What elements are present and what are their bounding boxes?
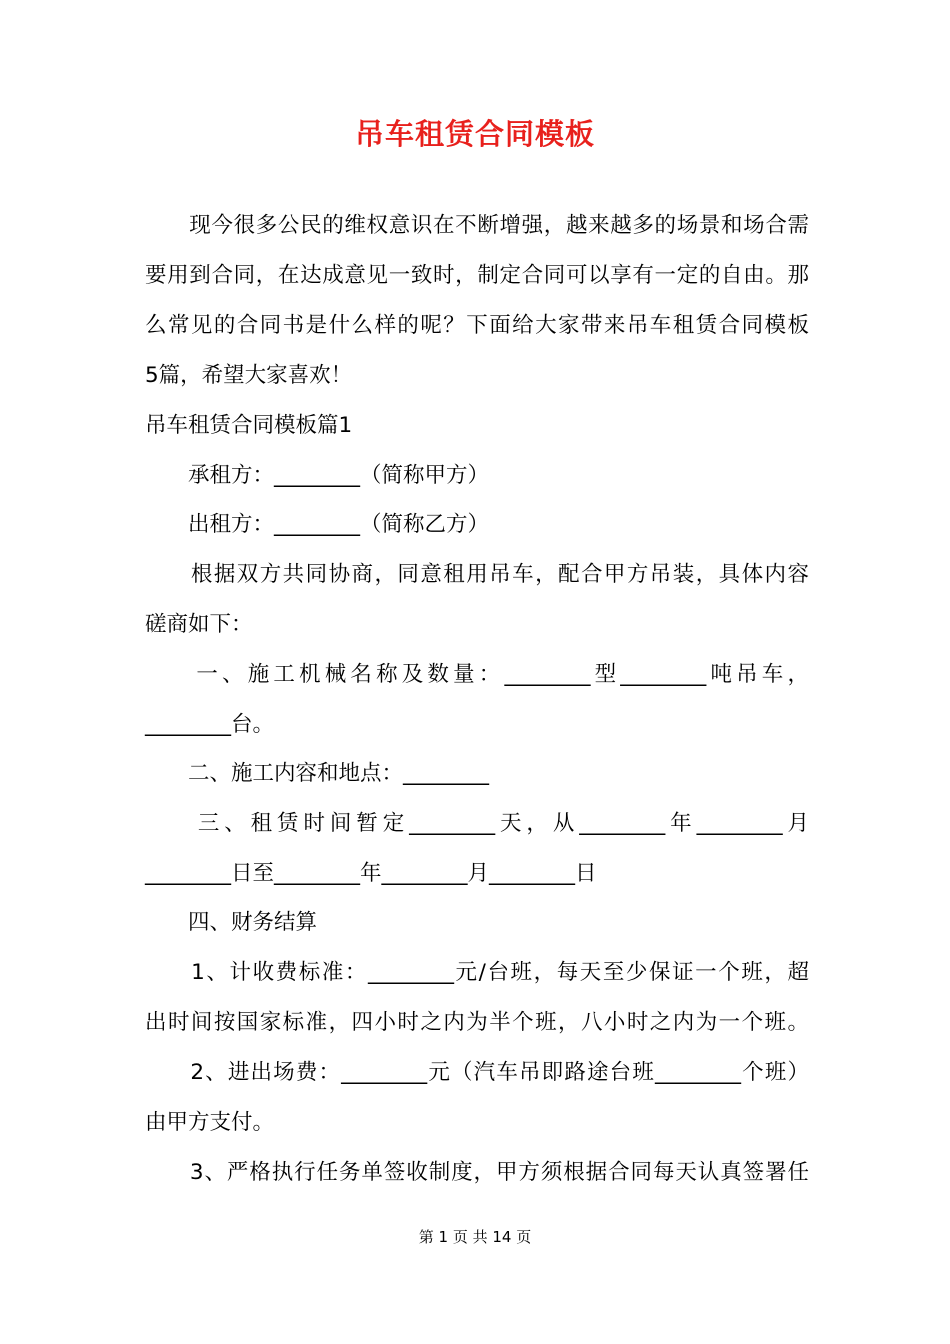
paragraph-line: 根据双方共同协商，同意租用吊车，配合甲方吊装，具体内容 (145, 562, 809, 587)
clause-heading: 四、财务结算 (145, 910, 318, 935)
lessor-line: 出租方：________（简称乙方） (145, 512, 490, 537)
page-footer: 第 1 页 共 14 页 (418, 1228, 532, 1246)
clause-line: ________日至________年________月________日 (145, 861, 597, 886)
document-title: 吊车租赁合同模板 (354, 117, 595, 151)
lessee-line: 承租方：________（简称甲方） (145, 463, 490, 488)
clause-line: 1、计收费标准：________元/台班，每天至少保证一个班，超 (145, 960, 809, 985)
clause-line: ________台。 (145, 712, 275, 737)
clause-line: 3、严格执行任务单签收制度，甲方须根据合同每天认真签署任 (145, 1160, 809, 1185)
paragraph-line: 磋商如下： (145, 612, 253, 637)
clause-line: 三、租赁时间暂定________天，从________年________月 (145, 811, 809, 836)
clause-line: 一、施工机械名称及数量：________型________吨吊车， (145, 662, 809, 687)
paragraph-line: 5篇，希望大家喜欢！ (145, 363, 353, 388)
clause-line: 出时间按国家标准，四小时之内为半个班，八小时之内为一个班。 (145, 1010, 809, 1035)
paragraph-line: 要用到合同，在达成意见一致时，制定合同可以享有一定的自由。那 (145, 263, 809, 288)
clause-line: 二、施工内容和地点：________ (145, 761, 490, 786)
paragraph-line: 么常见的合同书是什么样的呢？下面给大家带来吊车租赁合同模板 (145, 313, 809, 338)
paragraph-line: 现今很多公民的维权意识在不断增强，越来越多的场景和场合需 (145, 213, 809, 238)
section-heading: 吊车租赁合同模板篇1 (145, 413, 353, 438)
clause-line: 2、进出场费：________元（汽车吊即路途台班________个班） (145, 1060, 809, 1085)
clause-line: 由甲方支付。 (145, 1110, 275, 1135)
